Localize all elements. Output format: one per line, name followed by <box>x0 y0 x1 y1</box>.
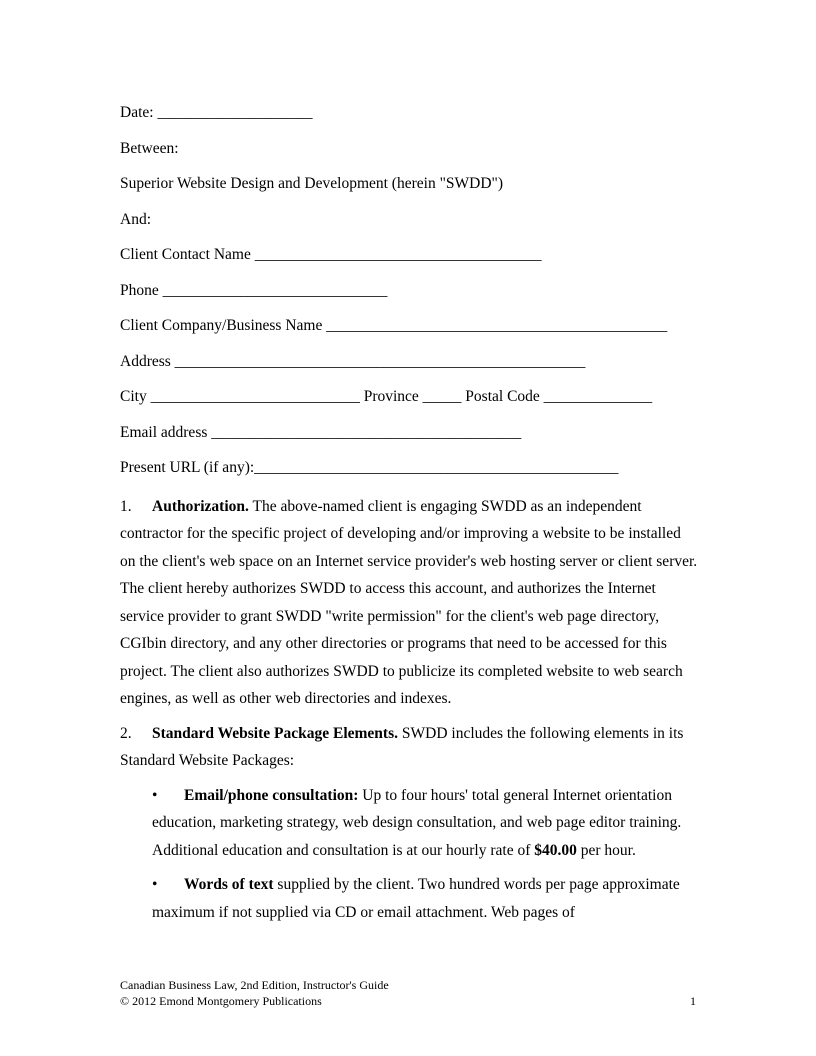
section-package-elements <box>120 720 700 775</box>
email-field: Email address ________________________________________ <box>120 423 522 441</box>
section-title: Standard Website Package Elements. <box>152 724 398 742</box>
footer-copyright: © 2012 Emond Montgomery Publications <box>120 994 322 1008</box>
bullet-title: Words of text <box>184 876 274 893</box>
page-footer <box>120 977 696 1009</box>
section-number: 1. <box>120 497 132 515</box>
date-field: Date: ____________________ <box>120 104 313 121</box>
section-authorization <box>120 493 700 713</box>
bullet-words-of-text <box>120 871 700 926</box>
footer-book-title: Canadian Business Law, 2nd Edition, Instructor's Guide <box>120 978 389 992</box>
section-body: SWDD includes the following elements in its Standard Website Packages: <box>120 724 684 769</box>
section-number: 2. <box>120 724 132 742</box>
address-field: Address _____________________________________________________ <box>120 352 586 370</box>
section-title: Authorization. <box>152 497 249 515</box>
client-company-field: Client Company/Business Name ____________________________________________ <box>120 317 668 334</box>
document-body <box>120 102 700 933</box>
company-name: Superior Website Design and Development (herein "SWDD") <box>120 175 504 192</box>
url-field: Present URL (if any):_______________________________________________ <box>120 459 619 476</box>
city-province-postal-field: City ___________________________ Province _____ Postal Code ______________ <box>120 388 653 405</box>
bullet-marker: • <box>152 876 158 893</box>
client-contact-field: Client Contact Name _____________________________________ <box>120 246 542 263</box>
hourly-rate: $40.00 <box>534 841 577 859</box>
bullet-body: Up to four hours' total general Internet orientation education, marketing strategy, web design consultation, and web page editor training. Additional education and consultation is at our hourly rate of <box>152 786 682 859</box>
page-number: 1 <box>690 994 696 1008</box>
bullet-marker: • <box>152 786 158 804</box>
phone-field: Phone _____________________________ <box>120 281 388 299</box>
bullet-title: Email/phone consultation: <box>184 786 359 804</box>
bullet-body-end: per hour. <box>576 841 636 859</box>
and-label: And: <box>120 210 151 228</box>
bullet-body: supplied by the client. Two hundred words per page approximate maximum if not supplied via CD or email attachment. Web pages of <box>152 876 680 921</box>
bullet-consultation <box>120 782 700 865</box>
section-body: The above-named client is engaging SWDD as an independent contractor for the specific project of developing and/or improving a website to be installed on the client's web space on an Internet service provider's web hosting server or client server. The client hereby authorizes SWDD to access this account, and authorizes the Internet service provider to grant SWDD "write permission" for the client's web page directory, CGIbin directory, and any other directories or programs that need to be accessed for this project. The client also authorizes SWDD to publicize its completed website to web search engines, as well as other web directories and indexes. <box>120 497 698 707</box>
between-label: Between: <box>120 139 179 157</box>
